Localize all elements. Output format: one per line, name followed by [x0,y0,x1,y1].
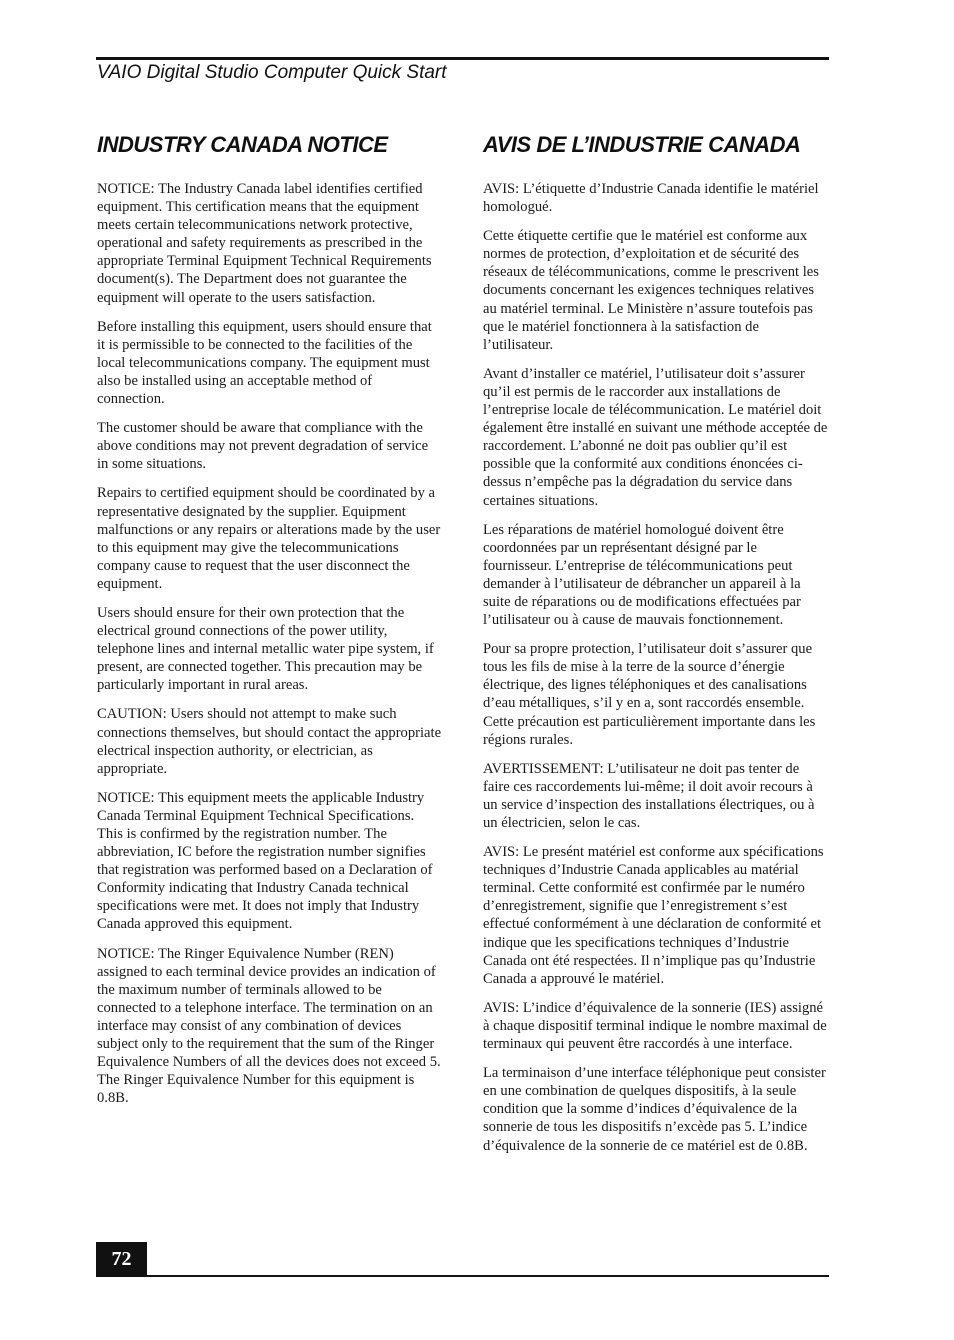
paragraph: AVERTISSEMENT: L’utilisateur ne doit pas tenter de faire ces raccordements lui-même; il doit avoir recours à un service d’inspection des installations électriques, ou à un électricien, selon le cas. [483,760,815,831]
footer-rule [96,1275,829,1277]
paragraph: Before installing this equipment, users should ensure that it is permissible to be connected to the facilities of the local telecommunications company. The equipment must also be installed using an acceptable method of connection. [97,318,432,408]
paragraph: Avant d’installer ce matériel, l’utilisateur doit s’assurer qu’il est permis de le raccorder aux installations de l’entreprise locale de télécommunication. Le matériel doit également être installé en suivant une méthode acceptée de raccordement. L’abonné ne doit pas oublier qu’il est possible que la conformité aux conditions énoncées ci-dessus n’empêche pas la dégradation du service dans certaines situations. [483,365,828,509]
paragraph: The customer should be aware that compliance with the above conditions may not prevent degradation of service in some situations. [97,420,429,473]
header-rule [96,57,829,60]
running-title: VAIO Digital Studio Computer Quick Start [97,62,447,83]
paragraph: CAUTION: Users should not attempt to make such connections themselves, but should contact the appropriate electrical inspection authority, or electrician, as appropriate. [97,706,442,777]
section-heading-french: AVIS DE L’INDUSTRIE CANADA [483,132,801,157]
french-column [483,132,829,1166]
paragraph: Users should ensure for their own protection that the electrical ground connections of the power utility, telephone lines and internal metallic water pipe system, if present, are connected together. This precaution may be particularly important in rural areas. [97,604,434,694]
paragraph: AVIS: L’étiquette d’Industrie Canada identifie le matériel homologué. [483,181,819,216]
paragraph: NOTICE: This equipment meets the applicable Industry Canada Terminal Equipment Technical Specifications. This is confirmed by the registration number. The abbreviation, IC before the registration number signifies that registration was performed based on a Declaration of Conformity indicating that Industry Canada technical specifications were met. It does not imply that Industry Canada approved this equipment. [97,789,433,933]
page-number-badge: 72 [96,1242,147,1277]
english-column [97,132,443,1118]
paragraph: La terminaison d’une interface téléphonique peut consister en une combination de quelques dispositifs, à la seule condition que la somme d’indices d’équivalence de la sonnerie de tous les dispositifs n’excède pas 5. L’indice d’équivalence de la sonnerie de ce matériel est de 0.8B. [483,1065,826,1154]
paragraph: Les réparations de matériel homologué doivent être coordonnées par un représentant désigné par le fournisseur. L’entreprise de télécommunications peut demander à l’utilisateur de débrancher un appareil à la suite de réparations ou de modifications effectuées par l’utilisateur ou à cause de mauvais fonctionnement. [483,521,801,629]
section-heading-english: INDUSTRY CANADA NOTICE [97,132,388,157]
paragraph: Pour sa propre protection, l’utilisateur doit s’assurer que tous les fils de mise à la terre de la source d’énergie électrique, des lignes téléphoniques et des canalisations d’eau métalliques, s’il y en a, sont raccordés ensemble. Cette précaution est particulièrement importante dans les régions rurales. [483,641,816,748]
paragraph: NOTICE: The Industry Canada label identifies certified equipment. This certification means that the equipment meets certain telecommunications network protective, operational and safety requirements as prescribed in the appropriate Terminal Equipment Technical Requirements document(s). The Department does not guarantee the equipment will operate to the users satisfaction. [97,181,432,306]
paragraph: Repairs to certified equipment should be coordinated by a representative designated by the supplier. Equipment malfunctions or any repairs or alterations made by the user to this equipment may give the telecommunications company cause to request that the user disconnect the equipment. [97,485,441,592]
paragraph: NOTICE: The Ringer Equivalence Number (REN) assigned to each terminal device provides an indication of the maximum number of terminals allowed to be connected to a telephone interface. The termination on an interface may consist of any combination of devices subject only to the requirement that the sum of the Ringer Equivalence Numbers of all the devices does not exceed 5. The Ringer Equivalence Number for this equipment is 0.8B. [97,945,441,1107]
paragraph: AVIS: Le presént matériel est conforme aux spécifications techniques d’Industrie Canada applicables au matérial terminal. Cette conformité est confirmée par le numéro d’enregistrement, signifie que l’enregistrement s’est effectué conformément à une déclaration de conformité et indique que les specifications techniques d’Industrie Canada ont été respectées. Il n’implique pas qu’Industrie Canada a approuvé le matériel. [483,844,824,987]
paragraph: AVIS: L’indice d’équivalence de la sonnerie (IES) assigné à chaque dispositif terminal indique le nombre maximal de terminaux qui peuvent être raccordés à une interface. [483,999,827,1053]
paragraph: Cette étiquette certifie que le matériel est conforme aux normes de protection, d’exploitation et de sécurité des réseaux de télécommunications, comme le prescrivent les documents concernant les exigences techniques relatives au matériel terminal. Le Ministère n’assure toutefois pas que le matériel fonctionnera à la satisfaction de l’utilisateur. [483,228,819,353]
